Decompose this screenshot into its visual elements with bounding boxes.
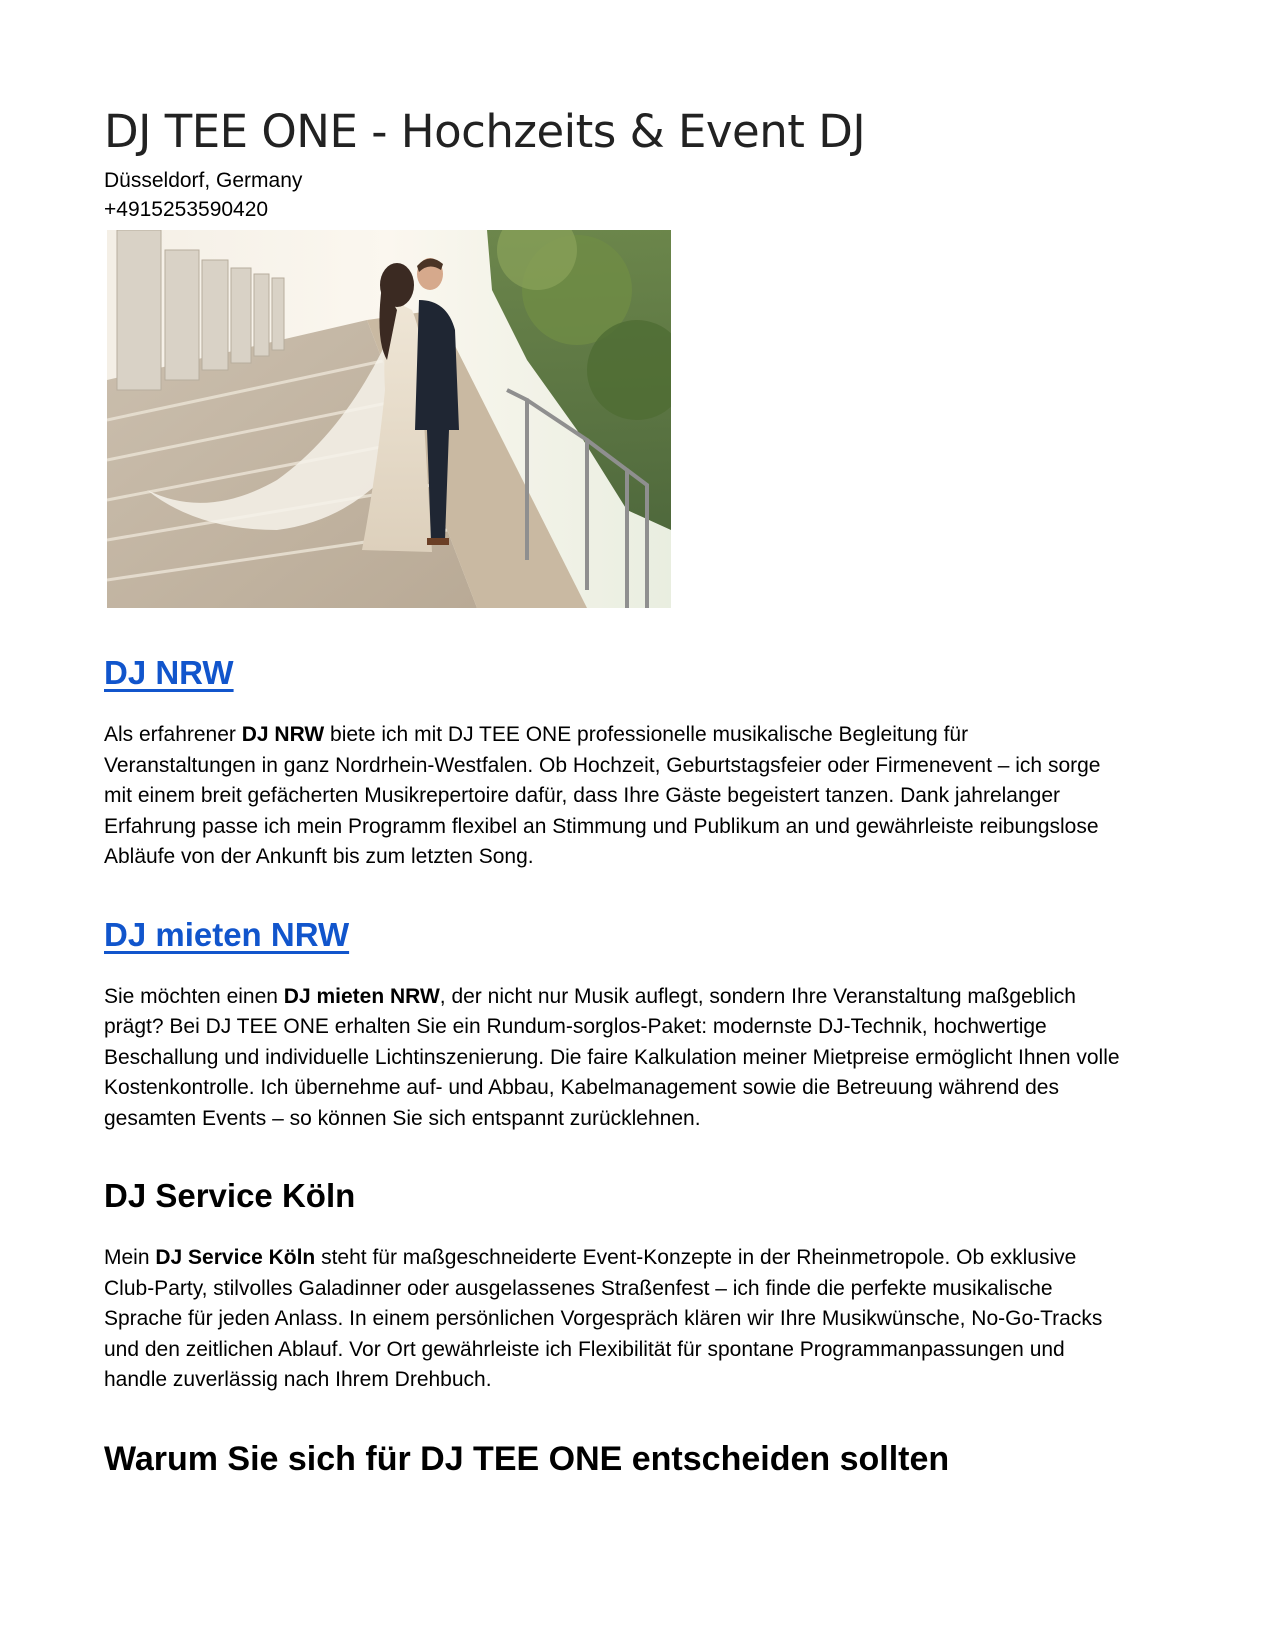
paragraph-text: Mein <box>104 1246 156 1269</box>
section-heading-dj-mieten-nrw[interactable] <box>104 915 1125 955</box>
paragraph-text: , der nicht nur Musik auflegt, sondern Ihre Veranstaltung maßgeblich prägt? Bei DJ TEE ONE erhalten Sie ein Rundum-sorglos-Paket: modernste DJ‑Technik, hochwertige Beschallung und individuelle Lichtinszenierung. Die faire Kalkulation meiner Mietpreise ermöglicht Ihnen volle Kostenkontrolle. Ich übernehme auf- und Abbau, Kabelmanagement sowie die Betreuung während des gesamten Events – so können Sie sich entspannt zurücklehnen. <box>104 984 1120 1130</box>
paragraph-text: biete ich mit DJ TEE ONE professionelle musikalische Begleitung für Veranstaltungen in ganz Nordrhein-Westfalen. Ob Hochzeit, Geburtstagsfeier oder Firmenevent – ich sorge mit einem breit gefächerten Musikrepertoire dafür, dass Ihre Gäste begeistert tanzen. Dank jahrelanger Erfahrung passe ich mein Programm flexibel an Stimmung und Publikum an und gewährleiste reibungslose Abläufe von der Ankunft bis zum letzten Song. <box>104 723 1101 868</box>
location-text: Düsseldorf, Germany <box>104 169 303 192</box>
dj-mieten-nrw-link[interactable]: DJ mieten NRW <box>104 915 350 953</box>
section-heading-warum: Warum Sie sich für DJ TEE ONE entscheiden sollten <box>104 1439 950 1478</box>
paragraph-keyword: DJ NRW <box>241 723 325 746</box>
wedding-couple-photo <box>107 230 671 608</box>
page-title: DJ TEE ONE - Hochzeits & Event DJ <box>104 105 866 158</box>
phone-number: +4915253590420 <box>104 198 269 221</box>
section-paragraph-dj-service-koeln <box>104 1243 1125 1396</box>
contact-info <box>104 166 1125 224</box>
paragraph-keyword: DJ Service Köln <box>155 1246 316 1269</box>
paragraph-text: Sie möchten einen <box>104 984 284 1008</box>
paragraph-text: steht für maßgeschneiderte Event‑Konzepte in der Rheinmetropole. Ob exklusive Club‑Party, stilvolles Galadinner oder ausgelassenes Straßenfest – ich finde die perfekte musikalische Sprache für jeden Anlass. In einem persönlichen Vorgespräch klären wir Ihre Musikwünsche, No‑Go‑Tracks und den zeitlichen Ablauf. Vor Ort gewährleiste ich Flexibilität für spontane Programmanpassungen und handle zuverlässig nach Ihrem Drehbuch. <box>104 1246 1103 1391</box>
section-paragraph-dj-mieten-nrw <box>104 982 1125 1135</box>
section-heading-dj-nrw[interactable] <box>104 653 1125 693</box>
section-heading-dj-service-koeln: DJ Service Köln <box>104 1177 356 1214</box>
section-paragraph-dj-nrw <box>104 720 1125 873</box>
paragraph-text: Als erfahrener <box>104 723 242 746</box>
dj-nrw-link[interactable]: DJ NRW <box>104 654 234 691</box>
paragraph-keyword: DJ mieten NRW <box>283 984 440 1008</box>
